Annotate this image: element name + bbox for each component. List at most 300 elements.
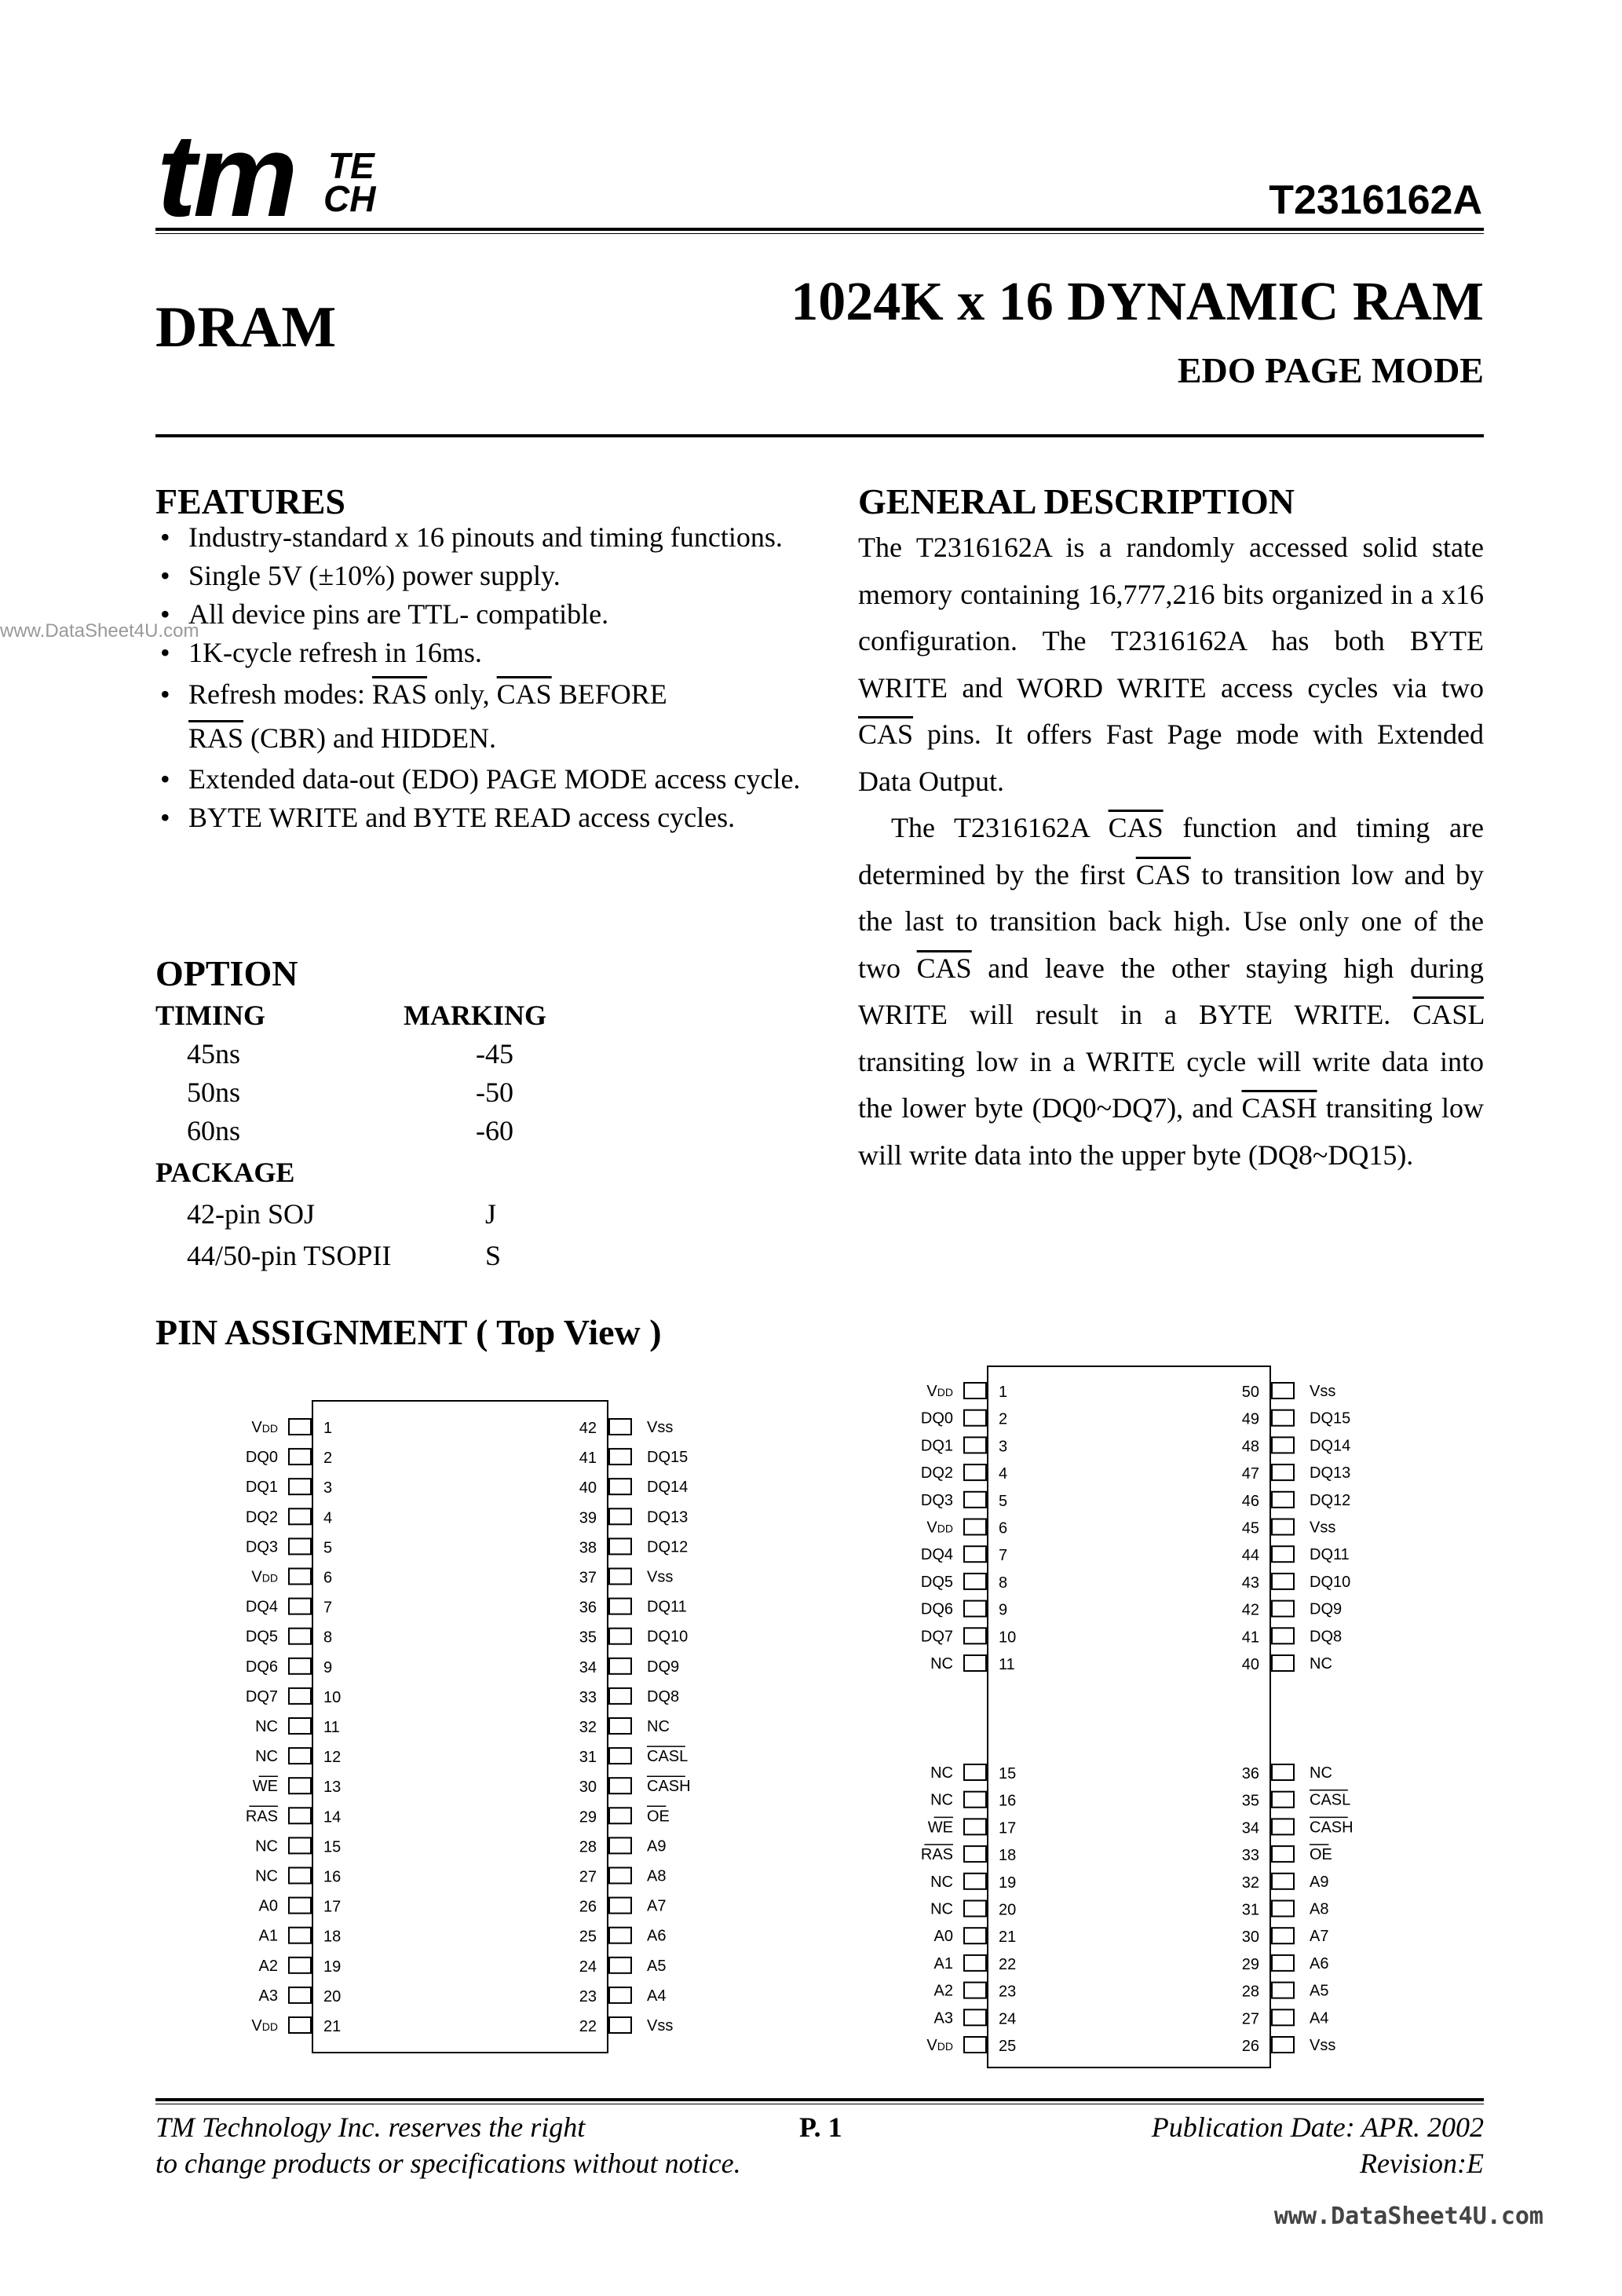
timing-marking: -45	[476, 1038, 513, 1069]
pin-number: 42	[1241, 1601, 1259, 1619]
pin-name: RAS	[920, 1846, 953, 1864]
pin	[579, 1746, 689, 1766]
pin-number: 42	[579, 1420, 597, 1437]
pin-name: DQ10	[647, 1628, 689, 1646]
pin-name: DQ8	[647, 1687, 680, 1706]
pin-number: 27	[1241, 2010, 1259, 2028]
pin-name: DQ13	[647, 1508, 689, 1526]
pin	[1242, 2037, 1336, 2055]
pin-number: 40	[579, 1479, 597, 1497]
pin-name: NC	[930, 1873, 953, 1891]
pin	[1242, 1546, 1350, 1564]
logo-te: TE	[328, 145, 374, 186]
part-number: T2316162A	[1269, 177, 1482, 223]
pin-pad	[964, 1574, 986, 1589]
pin-number: 41	[1241, 1629, 1259, 1647]
pin-number: 31	[1241, 1901, 1259, 1919]
pin-number: 20	[999, 1901, 1017, 1919]
pin-pad	[609, 1569, 631, 1585]
pin	[1242, 1601, 1342, 1619]
pin	[251, 1419, 332, 1437]
pin	[259, 1928, 342, 1946]
pin-number: 16	[999, 1792, 1017, 1810]
pin	[1242, 1928, 1329, 1946]
publication-date: Publication Date: APR. 2002	[1151, 2111, 1484, 2143]
pin-pad	[609, 1538, 631, 1554]
pin	[251, 1569, 332, 1587]
pin-number: 1	[323, 1420, 333, 1437]
marking-label: MARKING	[404, 1000, 546, 1031]
pin-name: DQ8	[1310, 1628, 1343, 1646]
pin-number: 36	[579, 1599, 597, 1617]
pin	[1242, 1383, 1336, 1401]
pin-pad	[609, 2017, 631, 2033]
pin-pad	[609, 1688, 631, 1704]
pin-name: DQ10	[1310, 1573, 1351, 1591]
pin-pad	[289, 1837, 311, 1853]
pin-pad	[609, 1419, 631, 1435]
pin	[579, 1419, 674, 1437]
tsop-50-pin-diagram	[921, 1366, 1353, 2067]
pin-name: DQ0	[245, 1449, 278, 1467]
pin-pad	[289, 1898, 311, 1914]
pin	[930, 1792, 1016, 1810]
pin-number: 1	[999, 1384, 1008, 1401]
pin-number: 23	[579, 1987, 597, 2005]
pin	[934, 2009, 1017, 2027]
pin-name: A2	[933, 1982, 953, 2000]
pin-pad	[964, 1546, 986, 1562]
pin	[579, 1776, 691, 1796]
timing-marking: -50	[476, 1077, 513, 1108]
timing-option: 45ns	[187, 1038, 241, 1069]
document-subtitle: EDO PAGE MODE	[1177, 350, 1484, 390]
pin	[251, 2017, 341, 2035]
pin-pad	[1272, 1437, 1294, 1453]
pin	[579, 1958, 667, 1976]
pin-number: 32	[579, 1719, 597, 1736]
pin-pad	[964, 1437, 986, 1453]
pin	[1242, 1874, 1329, 1892]
pin	[1242, 1844, 1332, 1864]
pin	[246, 1599, 332, 1617]
pin-name: DQ7	[245, 1687, 278, 1706]
pin-name: Vss	[647, 1419, 674, 1436]
pin-number: 48	[1241, 1438, 1259, 1456]
pin-name: NC	[255, 1837, 278, 1855]
pin-number: 12	[323, 1749, 342, 1767]
pin-pad	[1272, 1983, 1294, 1998]
pin	[921, 1844, 1016, 1864]
pin	[1242, 2009, 1329, 2027]
pin-name: A0	[258, 1897, 278, 1915]
pin-pad	[1272, 1574, 1294, 1589]
pin-name: Vss	[1310, 2037, 1336, 2054]
pin-name: NC	[930, 1791, 953, 1809]
pin-name: CASH	[1310, 1819, 1353, 1837]
revision: Revision:E	[1360, 2148, 1484, 2179]
pin-name: NC	[930, 1655, 953, 1673]
pin-number: 26	[579, 1898, 597, 1916]
pin-pad	[964, 1519, 986, 1535]
pin	[921, 1628, 1016, 1646]
pin-pad	[289, 1538, 311, 1554]
pin-name: DQ1	[245, 1479, 278, 1497]
pin-number: 14	[323, 1808, 342, 1826]
pin	[921, 1546, 1007, 1564]
pin	[1242, 1955, 1329, 1973]
pin-number: 7	[999, 1547, 1008, 1565]
pin-pad	[289, 1778, 311, 1793]
pin-name: DQ14	[647, 1479, 689, 1497]
side-watermark: www.DataSheet4U.com	[0, 620, 199, 642]
pin-pad	[1272, 1955, 1294, 1971]
pin-number: 21	[999, 1929, 1017, 1947]
pin-pad	[609, 1508, 631, 1524]
pin-number: 11	[999, 1656, 1015, 1673]
pin-name: CASL	[647, 1748, 689, 1766]
pin-name: DQ2	[920, 1464, 953, 1483]
pin-name: A6	[1310, 1954, 1329, 1972]
pin	[921, 1601, 1007, 1619]
pin-number: 28	[1241, 1983, 1259, 2001]
pin-name: DQ2	[245, 1508, 278, 1526]
general-description-heading: GENERAL DESCRIPTION	[858, 481, 1295, 521]
logo-tm: tm	[157, 109, 295, 241]
pin-pad	[964, 1410, 986, 1426]
pin-number: 23	[999, 1983, 1017, 2001]
pin-pad	[289, 1658, 311, 1674]
pin-name: DQ4	[920, 1546, 953, 1564]
pin-number: 18	[999, 1847, 1017, 1865]
pin-number: 33	[579, 1688, 597, 1706]
pin-number: 17	[999, 1819, 1017, 1837]
pin-number: 41	[579, 1450, 597, 1468]
pin	[921, 1410, 1007, 1428]
pin-name: A8	[647, 1867, 667, 1885]
pin-pad	[289, 1479, 311, 1494]
pin-number: 9	[323, 1658, 333, 1676]
pin-pad	[964, 2009, 986, 2025]
pin-name: DQ9	[647, 1658, 680, 1676]
pin-name: VDD	[251, 1419, 278, 1436]
pin-pad	[1272, 1901, 1294, 1917]
pin-name: DQ7	[920, 1628, 953, 1646]
pin	[579, 1987, 667, 2005]
pin-pad	[289, 1718, 311, 1734]
pin-name: DQ1	[920, 1437, 953, 1455]
pin-number: 38	[579, 1539, 597, 1557]
pin-pad	[609, 1987, 631, 2003]
pin	[579, 1449, 689, 1467]
pin-pad	[964, 1492, 986, 1508]
footer-disclaimer-2: to change products or specifications without notice.	[155, 2148, 741, 2179]
pin	[579, 1898, 667, 1916]
pin-pad	[609, 1629, 631, 1644]
pin	[579, 1688, 679, 1706]
pin-pad	[1272, 1383, 1294, 1398]
pin	[926, 1519, 1007, 1537]
pin	[259, 1987, 342, 2005]
pin-name: A3	[933, 2009, 953, 2027]
pin-number: 3	[999, 1438, 1008, 1456]
pin-pad	[964, 1901, 986, 1917]
pin-number: 5	[323, 1539, 333, 1557]
pin-number: 26	[1241, 2038, 1259, 2055]
pin-name: DQ11	[647, 1598, 687, 1616]
pin-number: 28	[579, 1838, 597, 1856]
pin-pad	[289, 1449, 311, 1464]
feature-item: • 1K-cycle refresh in 16ms.	[157, 634, 801, 672]
pin-name: A5	[647, 1957, 667, 1975]
package-option: 42-pin SOJ	[187, 1198, 316, 1230]
pin-number: 49	[1241, 1410, 1259, 1428]
pin-pad	[289, 1419, 311, 1435]
pin-number: 13	[323, 1779, 342, 1797]
pin-name: NC	[1310, 1655, 1332, 1673]
pin-name: NC	[1310, 1764, 1332, 1782]
pin-number: 30	[579, 1779, 597, 1797]
pin	[1242, 1983, 1329, 2001]
pin-number: 31	[579, 1749, 597, 1767]
pin-number: 36	[1241, 1765, 1259, 1782]
pin-pad	[289, 1987, 311, 2003]
pin-name: A2	[258, 1957, 278, 1975]
pin-pad	[609, 1808, 631, 1823]
pin-name: A9	[1310, 1873, 1329, 1891]
feature-item: • All device pins are TTL- compatible.	[157, 595, 801, 634]
description-paragraph-2: The T2316162A $\overline{CAS}$ function and timing are determined by the first $\overline{CAS}$ to transition low and by the last to transition back high. Use only one of the two $\overline{CAS}$ and leave the other staying high during WRITE will result in a BYTE WRITE. CASL transiting low in a WRITE cycle will write data into the lower byte (DQ0~DQ7), and CASH transiting low will write data into the upper byte (DQ8~DQ15).	[858, 812, 1485, 1171]
pin	[255, 1718, 340, 1736]
pin-name: NC	[930, 1900, 953, 1918]
pin	[930, 1901, 1016, 1919]
pin-pad	[1272, 2009, 1294, 2025]
pin-name: VDD	[926, 1383, 953, 1400]
pin-pad	[964, 1764, 986, 1780]
package-option: 44/50-pin TSOPII	[187, 1240, 392, 1271]
pin-name: DQ13	[1310, 1464, 1351, 1483]
pin	[1242, 1574, 1351, 1592]
pin	[930, 1655, 1015, 1673]
pin	[246, 1629, 332, 1647]
pin-name: A9	[647, 1837, 667, 1855]
pin-pad	[964, 1601, 986, 1617]
pin-number: 44	[1241, 1547, 1259, 1565]
pin	[1242, 1492, 1351, 1510]
package-label: PACKAGE	[155, 1157, 295, 1188]
pin-pad	[289, 1688, 311, 1704]
pin	[579, 1658, 679, 1676]
pin-number: 7	[323, 1599, 333, 1617]
pin-name: CASH	[647, 1778, 691, 1796]
pin-number: 29	[1241, 1955, 1259, 1973]
pin	[1242, 1901, 1329, 1919]
pin-pad	[289, 1958, 311, 1973]
pin-number: 19	[999, 1874, 1017, 1892]
pin-name: A5	[1310, 1982, 1329, 2000]
page-number: P. 1	[799, 2111, 842, 2143]
pin-pad	[1272, 1546, 1294, 1562]
pin	[579, 1868, 667, 1886]
pin	[1242, 1817, 1353, 1837]
pin	[1242, 1464, 1351, 1483]
pin	[579, 1508, 689, 1526]
pin	[255, 1868, 341, 1886]
pin-number: 29	[579, 1808, 597, 1826]
pin-number: 4	[323, 1509, 333, 1527]
pin-pad	[1272, 1492, 1294, 1508]
pin-number: 11	[323, 1719, 340, 1736]
timing-marking: -60	[476, 1115, 513, 1146]
pin	[930, 1764, 1016, 1782]
pin	[930, 1874, 1016, 1892]
pin-number: 43	[1241, 1574, 1259, 1592]
pin	[259, 1898, 342, 1916]
pin	[921, 1437, 1007, 1455]
pin-pad	[964, 1955, 986, 1971]
pin-number: 46	[1241, 1492, 1259, 1510]
pin-number: 18	[323, 1928, 342, 1946]
pin-number: 2	[999, 1410, 1008, 1428]
pin-pad	[289, 1599, 311, 1614]
pin-name: A7	[647, 1897, 667, 1915]
pin	[1242, 1519, 1336, 1537]
pin-name: VDD	[251, 2017, 278, 2035]
pin-number: 8	[323, 1629, 333, 1647]
pin-name: DQ15	[647, 1449, 689, 1467]
footer-watermark: www.DataSheet4U.com	[1273, 2203, 1543, 2230]
pin-number: 22	[999, 1955, 1017, 1973]
pin-name: RAS	[245, 1808, 278, 1826]
pin-name: A4	[1310, 2009, 1329, 2027]
pin-pad	[964, 1983, 986, 1998]
pin-name: Vss	[1310, 1519, 1336, 1537]
pin-name: A6	[647, 1927, 667, 1945]
pin-number: 16	[323, 1868, 342, 1886]
pin-pad	[964, 2037, 986, 2053]
pin-pad	[289, 1928, 311, 1943]
pin	[579, 1806, 670, 1826]
pin-name: DQ0	[920, 1409, 953, 1428]
pin	[1242, 1410, 1351, 1428]
feature-item-refresh: • Refresh modes: $\overline{RAS}$ only, $\overline{CAS}$ BEFORE $\overline{RAS}$ (CBR) and HIDDEN.	[157, 672, 801, 760]
pin-name: A7	[1310, 1928, 1329, 1946]
pin-number: 33	[1241, 1847, 1259, 1865]
pin	[934, 1928, 1017, 1946]
pin-pad	[289, 2017, 311, 2033]
pin-pad	[609, 1449, 631, 1464]
pin-number: 8	[999, 1574, 1008, 1592]
pin-name: NC	[255, 1748, 278, 1766]
pin	[1242, 1437, 1351, 1455]
pin	[579, 1599, 687, 1617]
pin-name: NC	[930, 1764, 953, 1782]
pin-name: DQ15	[1310, 1409, 1351, 1428]
pin-pad	[609, 1748, 631, 1764]
pin-name: Vss	[1310, 1383, 1336, 1400]
timing-label: TIMING	[155, 1000, 266, 1031]
pin	[259, 1958, 342, 1976]
pin-assignment-heading: PIN ASSIGNMENT ( Top View )	[155, 1312, 662, 1352]
package-marking: S	[485, 1240, 502, 1271]
feature-item: • Single 5V (±10%) power supply.	[157, 557, 801, 595]
pin-name: DQ9	[1310, 1600, 1343, 1618]
pin-name: A3	[258, 1987, 278, 2005]
pin-name: DQ5	[245, 1628, 278, 1646]
pin-pad	[1272, 1628, 1294, 1643]
pin	[1242, 1628, 1342, 1646]
pin-number: 9	[999, 1601, 1008, 1619]
footer-rule	[155, 2098, 1484, 2104]
feature-item: • Industry-standard x 16 pinouts and timing functions.	[157, 518, 801, 557]
document-title: 1024K x 16 DYNAMIC RAM	[791, 272, 1484, 332]
pin	[579, 1538, 689, 1556]
pin	[246, 1806, 341, 1826]
pin-number: 34	[579, 1658, 597, 1676]
pin-pad	[289, 1808, 311, 1823]
pin-number: 21	[323, 2018, 342, 2035]
features-heading: FEATURES	[155, 481, 345, 521]
package-marking: J	[485, 1198, 497, 1230]
pin	[1242, 1790, 1351, 1810]
pin-name: DQ4	[245, 1598, 278, 1616]
pin-number: 10	[999, 1629, 1017, 1647]
pin-number: 15	[323, 1838, 342, 1856]
pin	[246, 1508, 332, 1526]
pin-pad	[964, 1464, 986, 1480]
pin-name: A1	[933, 1954, 953, 1972]
pin-pad	[1272, 2037, 1294, 2053]
pin-name: VDD	[926, 1519, 953, 1537]
pin-number: 32	[1241, 1874, 1259, 1892]
pin-number: 2	[323, 1450, 333, 1468]
pin-pad	[609, 1928, 631, 1943]
pin	[579, 2017, 674, 2035]
pin-pad	[1272, 1519, 1294, 1535]
pin-pad	[609, 1958, 631, 1973]
pin-name: A0	[933, 1928, 953, 1946]
pin-number: 4	[999, 1465, 1008, 1483]
pin	[579, 1479, 689, 1497]
pin-pad	[1272, 1601, 1294, 1617]
pin-number: 27	[579, 1868, 597, 1886]
pin	[246, 1538, 332, 1556]
pin-pad	[1272, 1764, 1294, 1780]
soj-package-body	[312, 1401, 608, 2053]
pin-name: A8	[1310, 1900, 1329, 1918]
pin-number: 35	[1241, 1792, 1259, 1810]
pin	[926, 2037, 1016, 2055]
pin-name: DQ6	[920, 1600, 953, 1618]
pin-name: Vss	[647, 1568, 674, 1586]
pin-number: 25	[579, 1928, 597, 1946]
pin-pad	[964, 1383, 986, 1398]
pin-name: WE	[927, 1819, 953, 1837]
pin-pad	[1272, 1792, 1294, 1808]
pin-name: DQ3	[245, 1538, 278, 1556]
pin	[926, 1383, 1007, 1401]
pin-name: DQ12	[1310, 1491, 1351, 1509]
pin-number: 25	[999, 2038, 1017, 2055]
timing-option: 60ns	[187, 1115, 241, 1146]
pin-name: DQ6	[245, 1658, 278, 1676]
pin-number: 19	[323, 1958, 342, 1976]
pin-pad	[1272, 1928, 1294, 1943]
pin	[246, 1479, 332, 1497]
pin-number: 39	[579, 1509, 597, 1527]
feature-item: • Extended data-out (EDO) PAGE MODE access cycle.	[157, 760, 801, 799]
pin-pad	[609, 1479, 631, 1494]
